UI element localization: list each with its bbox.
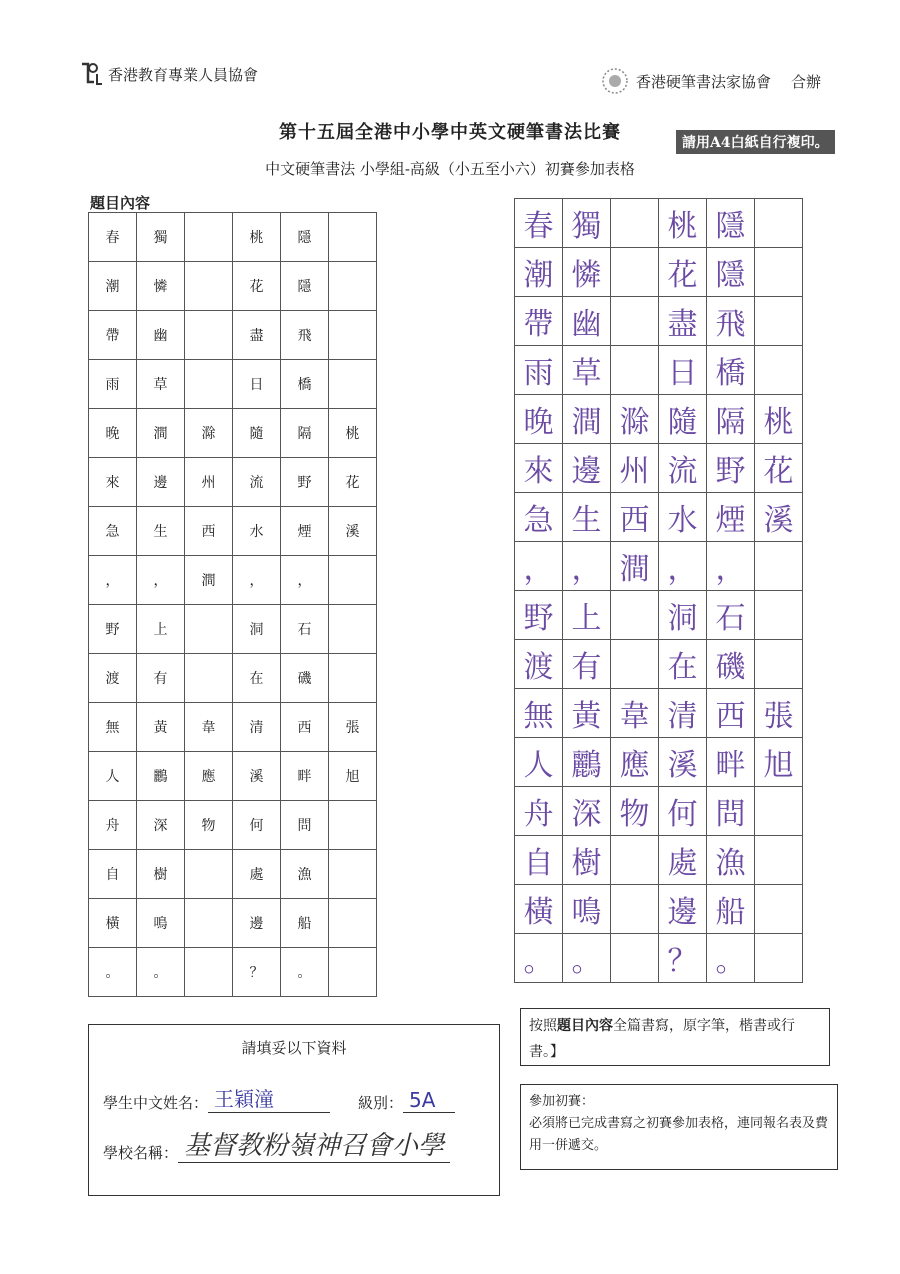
content-cell: 邊 <box>233 899 281 948</box>
writing-cell[interactable] <box>755 934 803 983</box>
content-cell: 桃 <box>329 409 377 458</box>
content-cell: 隔 <box>281 409 329 458</box>
org-left: 香港教育專業人員協會 <box>108 65 259 84</box>
writing-cell[interactable]: 澗 <box>611 542 659 591</box>
content-row <box>89 605 377 654</box>
writing-cell[interactable]: 深 <box>563 787 611 836</box>
content-cell: 物 <box>185 801 233 850</box>
content-cell: 黃 <box>137 703 185 752</box>
grade-label: 級別： <box>358 1094 404 1112</box>
writing-cell[interactable]: ， <box>659 542 707 591</box>
writing-cell[interactable]: 邊 <box>563 444 611 493</box>
name-label: 學生中文姓名： <box>103 1094 209 1112</box>
prelim-title: 參加初賽： <box>529 1094 595 1109</box>
content-cell: 上 <box>137 605 185 654</box>
writing-cell[interactable]: 畔 <box>707 738 755 787</box>
writing-cell[interactable]: 來 <box>515 444 563 493</box>
writing-cell[interactable]: 橫 <box>515 885 563 934</box>
writing-cell[interactable]: ， <box>707 542 755 591</box>
writing-cell[interactable] <box>611 885 659 934</box>
content-row <box>89 703 377 752</box>
content-cell: 澗 <box>137 409 185 458</box>
content-row <box>89 948 377 997</box>
content-cell: 畔 <box>281 752 329 801</box>
writing-cell[interactable]: 船 <box>707 885 755 934</box>
content-cell <box>185 262 233 311</box>
writing-grid[interactable] <box>514 198 803 983</box>
calligraphy-association-logo-icon <box>600 66 630 96</box>
name-row <box>103 1083 455 1113</box>
writing-cell[interactable]: 韋 <box>611 689 659 738</box>
writing-cell[interactable]: 野 <box>707 444 755 493</box>
school-label: 學校名稱： <box>103 1144 179 1162</box>
school-field[interactable]: 基督教粉嶺神召會小學 <box>178 1125 450 1163</box>
instruction-bold: 題目內容 <box>557 1018 613 1034</box>
org-right: 香港硬筆書法家協會 <box>636 72 772 91</box>
content-row <box>89 850 377 899</box>
content-cell: 春 <box>89 213 137 262</box>
content-cell: 流 <box>233 458 281 507</box>
writing-row <box>515 444 803 493</box>
content-cell: 州 <box>185 458 233 507</box>
writing-cell[interactable]: 春 <box>515 199 563 248</box>
content-cell: 幽 <box>137 311 185 360</box>
content-cell: 洞 <box>233 605 281 654</box>
content-cell <box>185 360 233 409</box>
content-cell: 生 <box>137 507 185 556</box>
content-cell: 野 <box>89 605 137 654</box>
content-row <box>89 213 377 262</box>
writing-cell[interactable]: 隔 <box>707 395 755 444</box>
content-cell: 花 <box>329 458 377 507</box>
writing-cell[interactable]: 野 <box>515 591 563 640</box>
writing-cell[interactable]: 盡 <box>659 297 707 346</box>
content-cell <box>329 311 377 360</box>
content-cell: 橫 <box>89 899 137 948</box>
writing-cell[interactable]: ， <box>515 542 563 591</box>
writing-cell[interactable] <box>611 640 659 689</box>
writing-cell[interactable]: 漁 <box>707 836 755 885</box>
page-subtitle: 中文硬筆書法 小學組-高級（小五至小六）初賽參加表格 <box>265 160 635 178</box>
writing-row <box>515 934 803 983</box>
content-cell <box>329 556 377 605</box>
content-cell: 旭 <box>329 752 377 801</box>
info-title: 請填妥以下資料 <box>241 1039 347 1057</box>
content-cell: 西 <box>185 507 233 556</box>
content-cell: 清 <box>233 703 281 752</box>
content-cell: 隱 <box>281 262 329 311</box>
content-row <box>89 752 377 801</box>
writing-cell[interactable]: 上 <box>563 591 611 640</box>
content-cell: 渡 <box>89 654 137 703</box>
writing-row <box>515 395 803 444</box>
writing-cell[interactable]: 張 <box>755 689 803 738</box>
writing-cell[interactable]: 憐 <box>563 248 611 297</box>
writing-cell[interactable] <box>611 934 659 983</box>
content-cell <box>185 948 233 997</box>
content-cell: 來 <box>89 458 137 507</box>
writing-cell[interactable]: 物 <box>611 787 659 836</box>
writing-row <box>515 542 803 591</box>
content-cell: 煙 <box>281 507 329 556</box>
writing-row <box>515 199 803 248</box>
writing-cell[interactable]: 橋 <box>707 346 755 395</box>
content-cell <box>185 654 233 703</box>
writing-row <box>515 885 803 934</box>
content-row <box>89 654 377 703</box>
writing-cell[interactable]: 花 <box>755 444 803 493</box>
content-row <box>89 458 377 507</box>
writing-cell[interactable] <box>755 640 803 689</box>
writing-cell[interactable]: 無 <box>515 689 563 738</box>
content-cell: 獨 <box>137 213 185 262</box>
co-host-label: 合辦 <box>791 72 822 91</box>
writing-cell[interactable]: 樹 <box>563 836 611 885</box>
instruction-text: 全篇書寫，原字筆，楷書或行書。】 <box>529 1018 795 1060</box>
writing-cell[interactable]: 。 <box>707 934 755 983</box>
content-cell: 鸝 <box>137 752 185 801</box>
writing-cell[interactable]: 幽 <box>563 297 611 346</box>
content-cell: 石 <box>281 605 329 654</box>
writing-cell[interactable]: 問 <box>707 787 755 836</box>
content-cell: 野 <box>281 458 329 507</box>
writing-cell[interactable]: 晚 <box>515 395 563 444</box>
writing-cell[interactable] <box>755 885 803 934</box>
writing-cell[interactable]: 邊 <box>659 885 707 934</box>
grade-field[interactable]: 5A <box>403 1088 455 1113</box>
content-cell <box>329 654 377 703</box>
content-cell <box>185 213 233 262</box>
writing-cell[interactable]: 何 <box>659 787 707 836</box>
content-cell: 西 <box>281 703 329 752</box>
content-cell: ， <box>281 556 329 605</box>
name-field[interactable]: 王穎潼 <box>208 1083 330 1113</box>
writing-cell[interactable]: 。 <box>515 934 563 983</box>
content-cell: 水 <box>233 507 281 556</box>
writing-cell[interactable]: 生 <box>563 493 611 542</box>
writing-cell[interactable]: 急 <box>515 493 563 542</box>
writing-cell[interactable]: 黃 <box>563 689 611 738</box>
content-cell: 帶 <box>89 311 137 360</box>
writing-cell[interactable] <box>755 346 803 395</box>
writing-row <box>515 346 803 395</box>
writing-cell[interactable] <box>755 199 803 248</box>
content-label: 題目內容 <box>90 194 151 212</box>
writing-row <box>515 787 803 836</box>
content-cell: 自 <box>89 850 137 899</box>
content-cell: 無 <box>89 703 137 752</box>
content-cell <box>329 605 377 654</box>
content-cell: 人 <box>89 752 137 801</box>
writing-row <box>515 738 803 787</box>
content-cell: 草 <box>137 360 185 409</box>
writing-cell[interactable]: 花 <box>659 248 707 297</box>
content-cell: 。 <box>281 948 329 997</box>
content-cell: 。 <box>89 948 137 997</box>
writing-cell[interactable]: 煙 <box>707 493 755 542</box>
content-cell: 處 <box>233 850 281 899</box>
content-cell <box>329 360 377 409</box>
writing-cell[interactable] <box>755 248 803 297</box>
content-grid <box>88 212 377 997</box>
content-cell: 應 <box>185 752 233 801</box>
writing-cell[interactable] <box>611 346 659 395</box>
writing-cell[interactable]: 清 <box>659 689 707 738</box>
writing-cell[interactable]: 桃 <box>755 395 803 444</box>
content-cell: 滁 <box>185 409 233 458</box>
content-cell: 邊 <box>137 458 185 507</box>
writing-cell[interactable]: ？ <box>659 934 707 983</box>
header-left <box>78 60 258 88</box>
content-cell: 隨 <box>233 409 281 458</box>
content-cell: 鳴 <box>137 899 185 948</box>
content-cell <box>329 213 377 262</box>
content-cell: 桃 <box>233 213 281 262</box>
writing-cell[interactable]: 西 <box>611 493 659 542</box>
content-cell: 漁 <box>281 850 329 899</box>
writing-cell[interactable]: 隱 <box>707 199 755 248</box>
writing-cell[interactable]: 渡 <box>515 640 563 689</box>
content-cell <box>185 605 233 654</box>
student-info-box <box>88 1024 500 1196</box>
content-cell <box>185 850 233 899</box>
content-cell: 溪 <box>329 507 377 556</box>
content-row <box>89 409 377 458</box>
content-cell: 花 <box>233 262 281 311</box>
instruction-box <box>520 1008 830 1066</box>
writing-cell[interactable]: 舟 <box>515 787 563 836</box>
writing-row <box>515 493 803 542</box>
writing-cell[interactable]: 石 <box>707 591 755 640</box>
writing-cell[interactable]: 磯 <box>707 640 755 689</box>
writing-cell[interactable] <box>611 199 659 248</box>
writing-cell[interactable]: 獨 <box>563 199 611 248</box>
writing-row <box>515 836 803 885</box>
content-cell: 磯 <box>281 654 329 703</box>
content-cell: ， <box>233 556 281 605</box>
writing-cell[interactable]: 人 <box>515 738 563 787</box>
content-cell: 晚 <box>89 409 137 458</box>
content-cell <box>329 801 377 850</box>
content-cell: 急 <box>89 507 137 556</box>
content-row <box>89 262 377 311</box>
content-cell: 。 <box>137 948 185 997</box>
writing-cell[interactable]: 隱 <box>707 248 755 297</box>
hkptu-logo-icon <box>78 60 104 88</box>
writing-cell[interactable] <box>611 591 659 640</box>
writing-cell[interactable]: 流 <box>659 444 707 493</box>
copy-notice: 請用A4白紙自行複印。 <box>676 130 835 154</box>
writing-cell[interactable]: 西 <box>707 689 755 738</box>
writing-cell[interactable]: 溪 <box>755 493 803 542</box>
page-title: 第十五屆全港中小學中英文硬筆書法比賽 <box>279 122 621 143</box>
content-cell: 橋 <box>281 360 329 409</box>
writing-cell[interactable]: 處 <box>659 836 707 885</box>
content-cell: 在 <box>233 654 281 703</box>
content-cell: 韋 <box>185 703 233 752</box>
writing-cell[interactable]: 有 <box>563 640 611 689</box>
content-cell <box>329 948 377 997</box>
content-cell: 何 <box>233 801 281 850</box>
writing-cell[interactable] <box>755 542 803 591</box>
writing-cell[interactable]: 自 <box>515 836 563 885</box>
writing-cell[interactable]: 滁 <box>611 395 659 444</box>
writing-cell[interactable]: ， <box>563 542 611 591</box>
writing-cell[interactable]: 鳴 <box>563 885 611 934</box>
content-cell <box>329 262 377 311</box>
header-right <box>600 66 821 96</box>
instruction-prefix: 按照 <box>529 1018 557 1034</box>
content-cell <box>185 311 233 360</box>
content-cell: 飛 <box>281 311 329 360</box>
content-cell: 舟 <box>89 801 137 850</box>
content-cell: 日 <box>233 360 281 409</box>
content-cell <box>329 899 377 948</box>
content-cell: 有 <box>137 654 185 703</box>
writing-cell[interactable]: 在 <box>659 640 707 689</box>
content-cell: ， <box>89 556 137 605</box>
content-cell: 潮 <box>89 262 137 311</box>
writing-cell[interactable]: 草 <box>563 346 611 395</box>
writing-cell[interactable]: 水 <box>659 493 707 542</box>
writing-cell[interactable] <box>755 836 803 885</box>
content-cell: 盡 <box>233 311 281 360</box>
content-row <box>89 507 377 556</box>
writing-cell[interactable]: 飛 <box>707 297 755 346</box>
content-cell: ， <box>137 556 185 605</box>
writing-cell[interactable]: 帶 <box>515 297 563 346</box>
writing-cell[interactable]: 應 <box>611 738 659 787</box>
content-cell: 憐 <box>137 262 185 311</box>
content-cell: 雨 <box>89 360 137 409</box>
content-cell: ？ <box>233 948 281 997</box>
prelim-box <box>520 1084 838 1170</box>
writing-cell[interactable] <box>611 836 659 885</box>
content-cell: 深 <box>137 801 185 850</box>
writing-row <box>515 689 803 738</box>
content-row <box>89 311 377 360</box>
writing-cell[interactable] <box>755 787 803 836</box>
content-cell <box>185 899 233 948</box>
writing-cell[interactable]: 桃 <box>659 199 707 248</box>
writing-cell[interactable]: 隨 <box>659 395 707 444</box>
writing-row <box>515 248 803 297</box>
content-cell: 張 <box>329 703 377 752</box>
content-cell: 問 <box>281 801 329 850</box>
writing-row <box>515 640 803 689</box>
prelim-text: 必須將已完成書寫之初賽參加表格，連同報名表及費用一併遞交。 <box>529 1116 829 1153</box>
content-row <box>89 556 377 605</box>
writing-cell[interactable] <box>755 591 803 640</box>
writing-cell[interactable]: 洞 <box>659 591 707 640</box>
writing-cell[interactable]: 雨 <box>515 346 563 395</box>
school-row <box>103 1125 450 1163</box>
content-cell <box>329 850 377 899</box>
writing-cell[interactable] <box>755 297 803 346</box>
content-cell: 船 <box>281 899 329 948</box>
content-cell: 樹 <box>137 850 185 899</box>
writing-cell[interactable]: 旭 <box>755 738 803 787</box>
writing-cell[interactable]: 。 <box>563 934 611 983</box>
writing-cell[interactable]: 澗 <box>563 395 611 444</box>
writing-cell[interactable]: 潮 <box>515 248 563 297</box>
writing-cell[interactable] <box>611 297 659 346</box>
content-row <box>89 899 377 948</box>
content-cell: 澗 <box>185 556 233 605</box>
writing-cell[interactable]: 州 <box>611 444 659 493</box>
writing-row <box>515 591 803 640</box>
writing-cell[interactable]: 鸝 <box>563 738 611 787</box>
content-row <box>89 360 377 409</box>
writing-cell[interactable] <box>611 248 659 297</box>
content-cell: 溪 <box>233 752 281 801</box>
content-row <box>89 801 377 850</box>
writing-row <box>515 297 803 346</box>
writing-cell[interactable]: 日 <box>659 346 707 395</box>
content-cell: 隱 <box>281 213 329 262</box>
writing-cell[interactable]: 溪 <box>659 738 707 787</box>
